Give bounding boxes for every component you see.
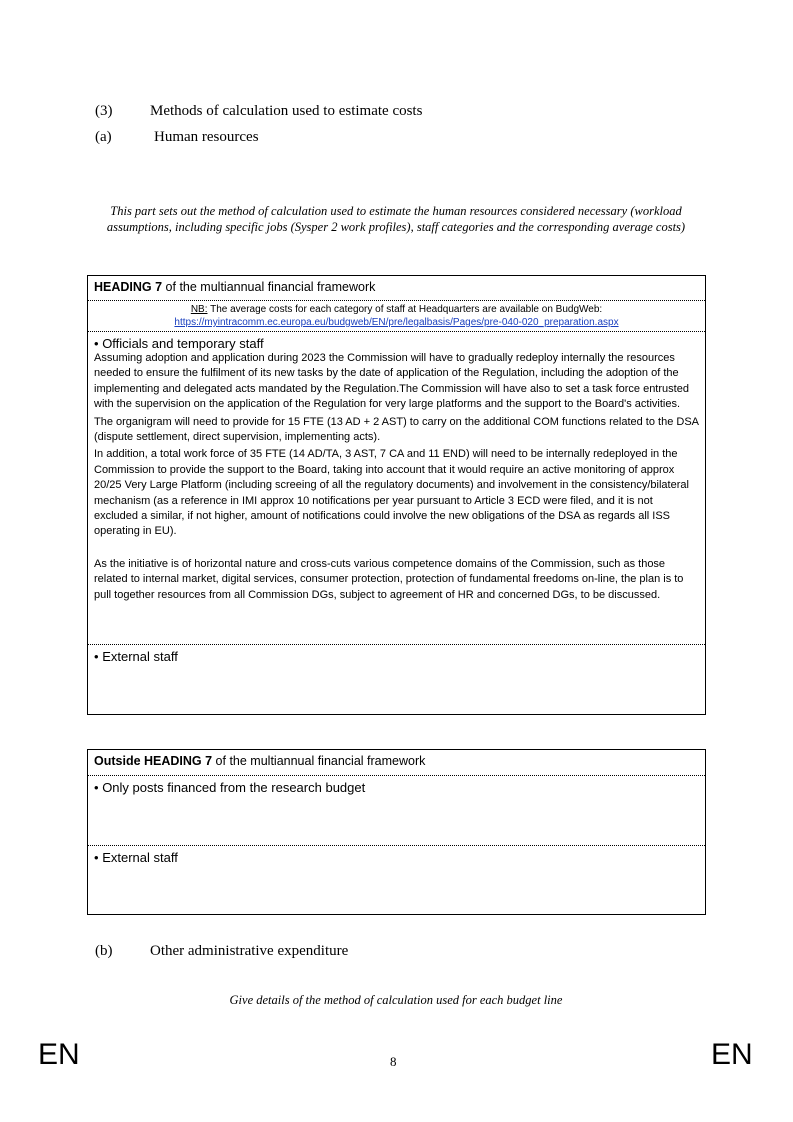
- outside-heading-7-table: [87, 749, 706, 915]
- bullet-icon: •: [94, 336, 99, 351]
- table2-heading: [88, 750, 705, 775]
- section-b-title: Other administrative expenditure: [150, 943, 349, 959]
- nb-note: [88, 300, 705, 331]
- page-number: 8: [390, 1054, 397, 1069]
- section-b-number: (b): [95, 943, 113, 959]
- section-3-title: Methods of calculation used to estimate costs: [150, 103, 423, 119]
- section-3-number: (3): [95, 103, 113, 119]
- research-posts-title: [88, 776, 705, 795]
- section-a-number: (a): [95, 129, 112, 145]
- heading-bold: HEADING 7: [94, 280, 163, 294]
- section-a-title: Human resources: [154, 129, 259, 145]
- footer-language-right: EN: [711, 1038, 753, 1071]
- external-staff-section-2: [88, 845, 705, 913]
- footer-language-left: EN: [38, 1038, 80, 1071]
- external-staff-title-text: External staff: [102, 649, 178, 664]
- bullet-icon: •: [94, 649, 99, 664]
- heading-rest: of the multiannual financial framework: [162, 280, 376, 294]
- paragraph-1: Assuming adoption and application during 2023 the Commission will have to gradually redeploy internally the resources needed to ensure the fulfilment of its new tasks by the date of application of the Regulation, including the adoption of the implementing and delegated acts mandated by the Regulation.The Commission will have also to set a task force entrusted with the supervision on the application of the Regulation for very large platforms and the support to the Board's activities.: [94, 352, 689, 411]
- external-staff-title: [88, 645, 705, 664]
- officials-title: [88, 332, 705, 351]
- bottom-note: Give details of the method of calculation used for each budget line: [229, 993, 563, 1007]
- paragraph-4: As the initiative is of horizontal nature and cross-cuts various competence domains of the Commission, such as those related to internal market, digital services, consumer protection, protection of fundamental freedoms on-line, the plan is to pull together resources from all Commission DGs, subject to agreement of HR and concerned DGs, to be discussed.: [94, 557, 684, 601]
- budgweb-link[interactable]: https://myintracomm.ec.europa.eu/budgweb/EN/pre/legalbasis/Pages/pre-040-020_preparation.aspx: [174, 317, 619, 328]
- research-posts-section: [88, 775, 705, 845]
- nb-text: The average costs for each category of staff at Headquarters are available on BudgWeb:: [207, 304, 603, 315]
- paragraph-2: The organigram will need to provide for 15 FTE (13 AD + 2 AST) to carry on the additional COM functions related to the DSA (dispute settlement, direct supervision, implementing acts).: [94, 415, 699, 444]
- external-staff-title-2: [88, 846, 705, 865]
- officials-section: [88, 331, 705, 644]
- external-staff-title-2-text: External staff: [102, 850, 178, 865]
- table-heading: [88, 276, 705, 300]
- bullet-icon: •: [94, 780, 99, 795]
- research-posts-title-text: Only posts financed from the research budget: [102, 780, 366, 795]
- officials-title-text: Officials and temporary staff: [102, 336, 264, 351]
- intro-note: This part sets out the method of calculation used to estimate the human resources considered necessary (workload assumptions, including specific jobs (Sysper 2 work profiles), staff categories and the corresponding average costs): [106, 204, 686, 234]
- paragraph-3: In addition, a total work force of 35 FTE (14 AD/TA, 3 AST, 7 CA and 11 END) will need to be internally redeployed in the Commission to provide the support to the Board, taking into account that it would require an active monitoring of approx 20/25 Very Large Platform (including screeing of all the regulatory documents) and involvement in the consistency/bilateral mechanism (as a reference in IMI approx 10 notifications per year pursuant to Article 3 ECD were filed, and it is not excluded a similar, if not higher, amount of notifications could involve the new obligations of the DSA as regards all ISS operating in EU).: [94, 448, 689, 538]
- external-staff-section: [88, 644, 705, 712]
- heading2-bold: Outside HEADING 7: [94, 754, 213, 768]
- heading2-rest: of the multiannual financial framework: [212, 754, 426, 768]
- heading-7-table: [87, 275, 706, 715]
- nb-label: NB:: [190, 304, 208, 315]
- bullet-icon: •: [94, 850, 99, 865]
